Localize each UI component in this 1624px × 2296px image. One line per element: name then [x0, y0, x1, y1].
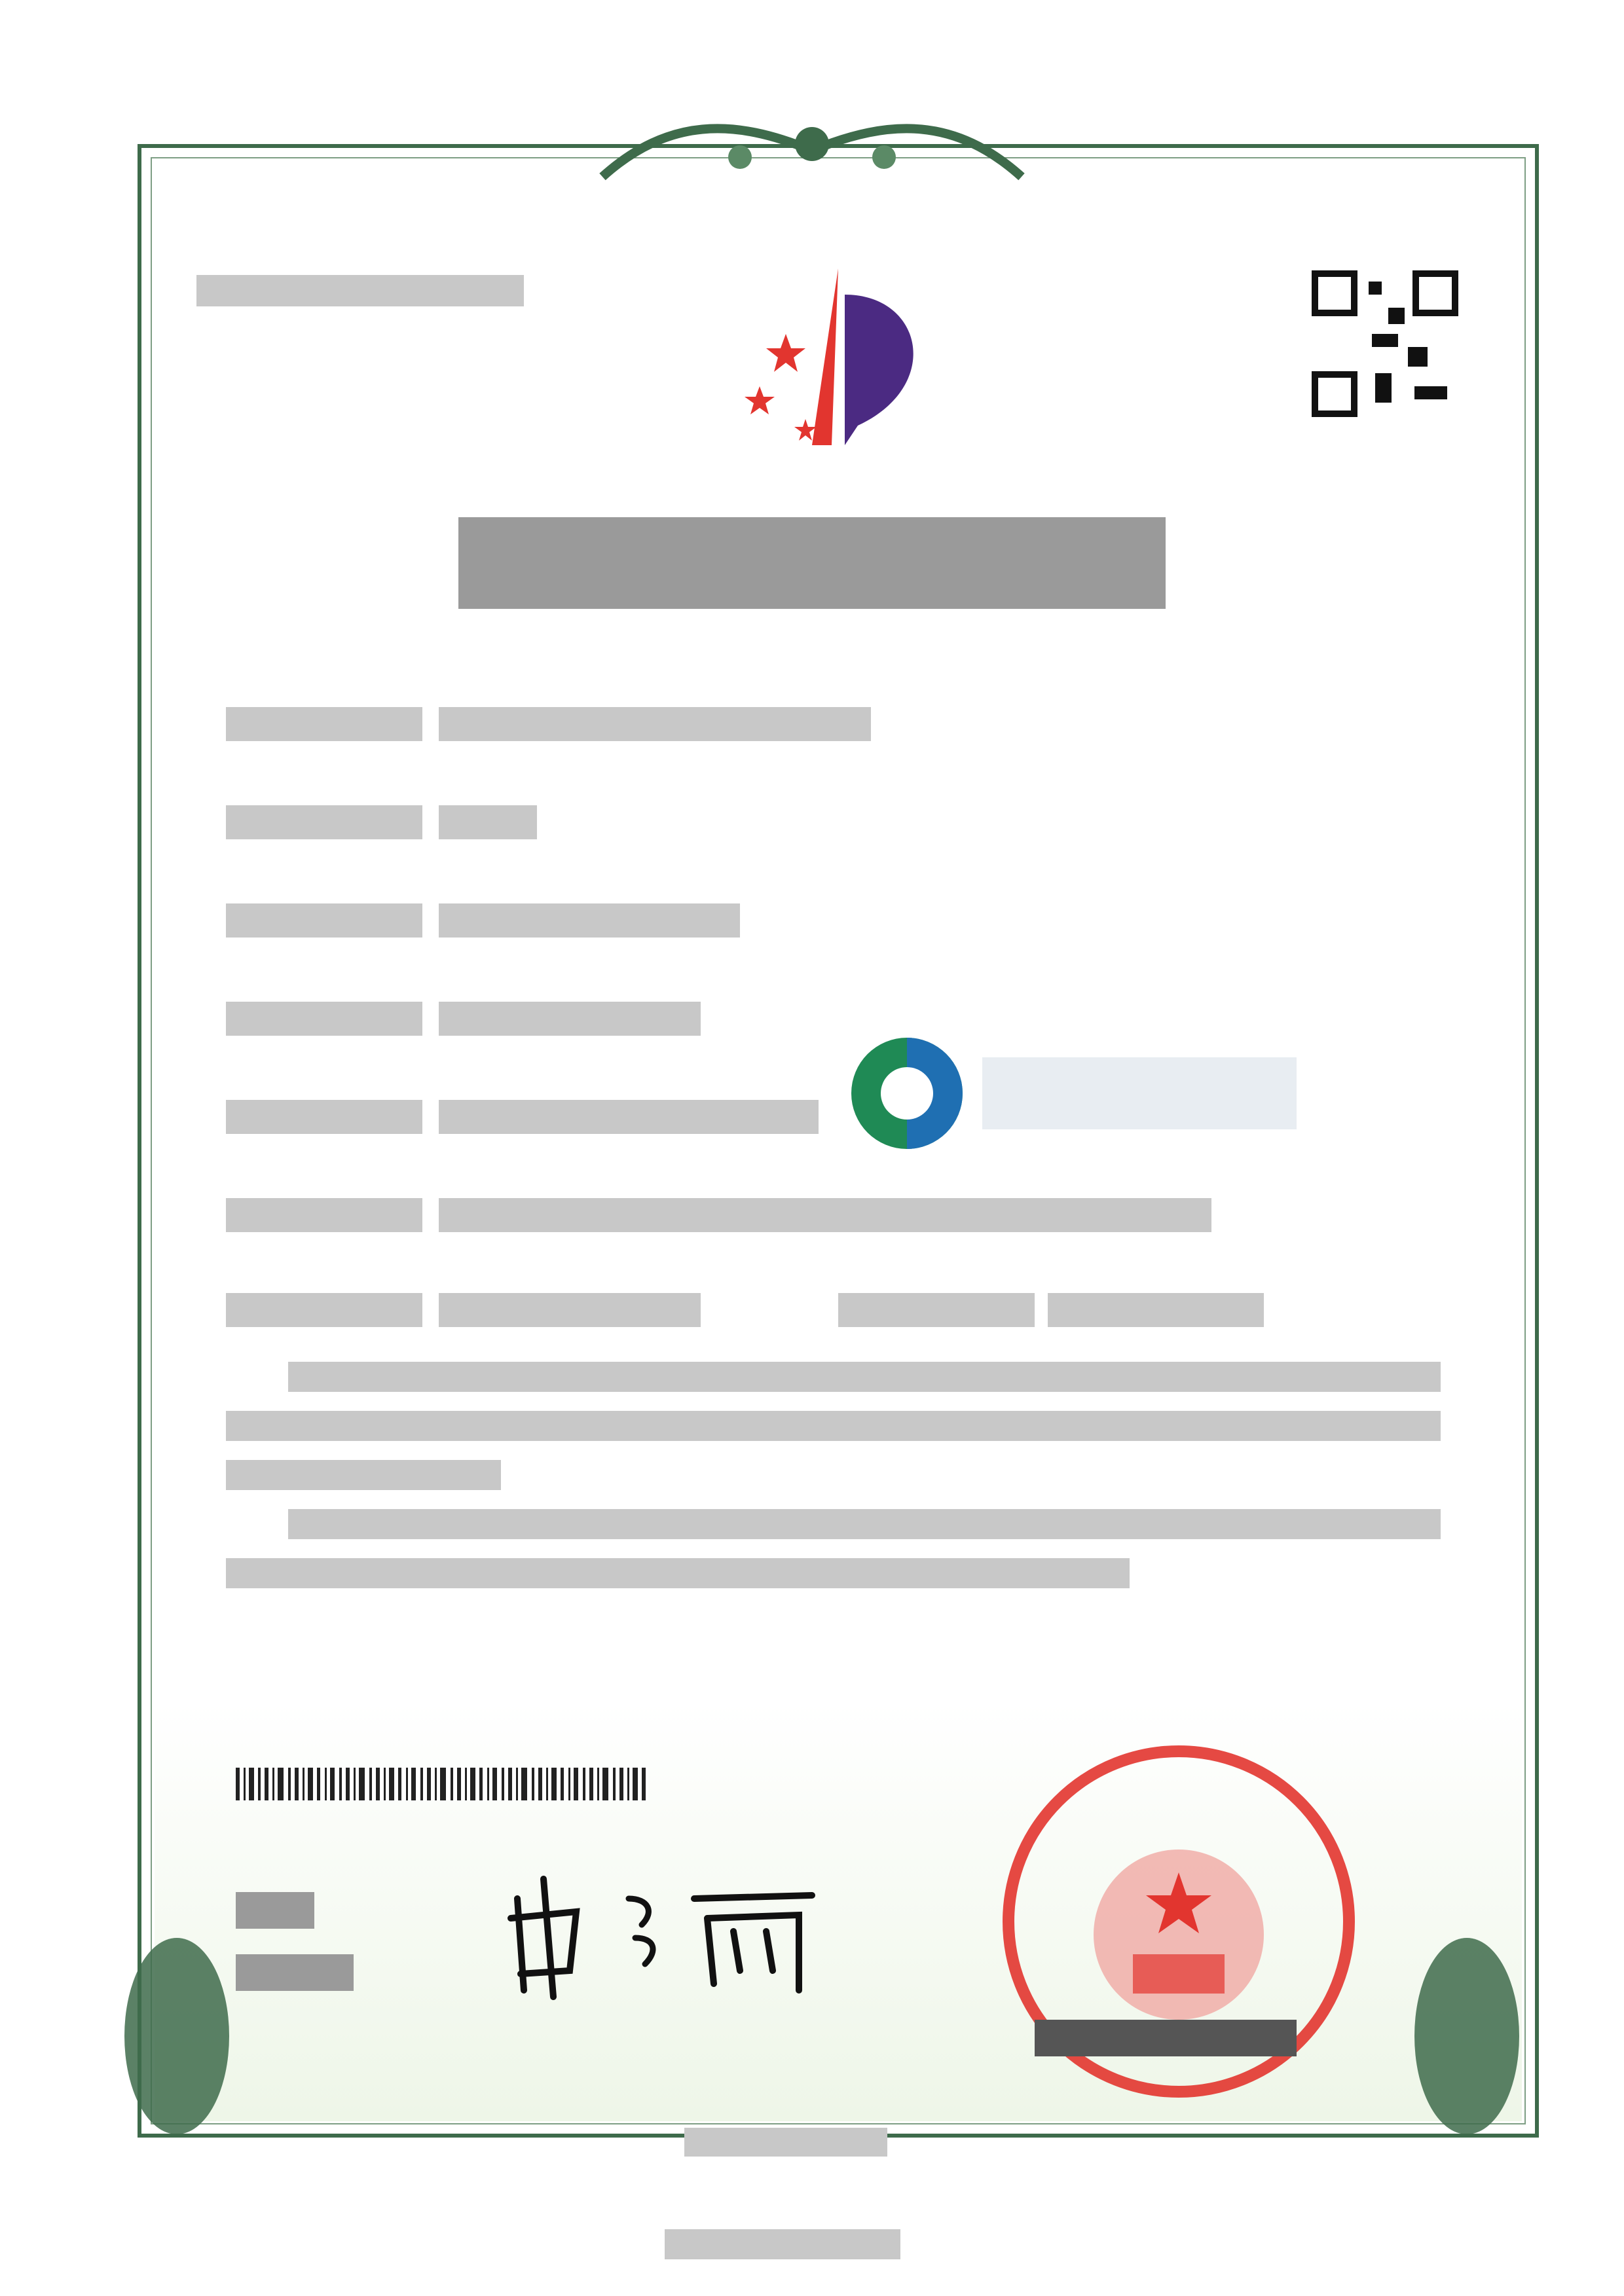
certificate-number: [196, 275, 524, 306]
signature-icon: [498, 1859, 838, 2003]
paragraph-line: [226, 1460, 501, 1490]
paragraph: [288, 1509, 1441, 1539]
bottom-right-ornament-icon: [1414, 1938, 1519, 2134]
paragraph: [288, 1362, 1441, 1392]
certificate-title: [458, 517, 1166, 609]
field-value: [439, 1100, 819, 1134]
paragraph-line: [226, 1411, 1441, 1441]
field-value: [439, 707, 871, 741]
barcode-icon: [236, 1768, 648, 1800]
field-label: [226, 1293, 422, 1327]
field-label: [838, 1293, 1035, 1327]
field-value: [439, 805, 537, 839]
field-value: [439, 903, 740, 938]
field-value: [1048, 1293, 1264, 1327]
field-value: [439, 1293, 701, 1327]
seal-date: [1035, 2020, 1297, 2056]
page-indicator: [684, 2128, 887, 2157]
company-logo-icon: [845, 1031, 1316, 1156]
patent-emblem-icon: [707, 255, 956, 452]
field-value: [439, 1198, 1211, 1232]
field-label: [226, 707, 422, 741]
field-label: [226, 1198, 422, 1232]
field-label: [226, 1100, 422, 1134]
bottom-left-ornament-icon: [124, 1938, 229, 2134]
field-label: [226, 903, 422, 938]
qr-code-icon: [1310, 268, 1460, 419]
signatory-role: [236, 1892, 314, 1929]
field-label: [226, 1002, 422, 1036]
top-ornament-icon: [589, 98, 1035, 196]
field-label: [226, 805, 422, 839]
paragraph-line: [226, 1558, 1130, 1588]
footer-note: [665, 2229, 900, 2259]
field-value: [439, 1002, 701, 1036]
signatory-name: [236, 1954, 354, 1991]
